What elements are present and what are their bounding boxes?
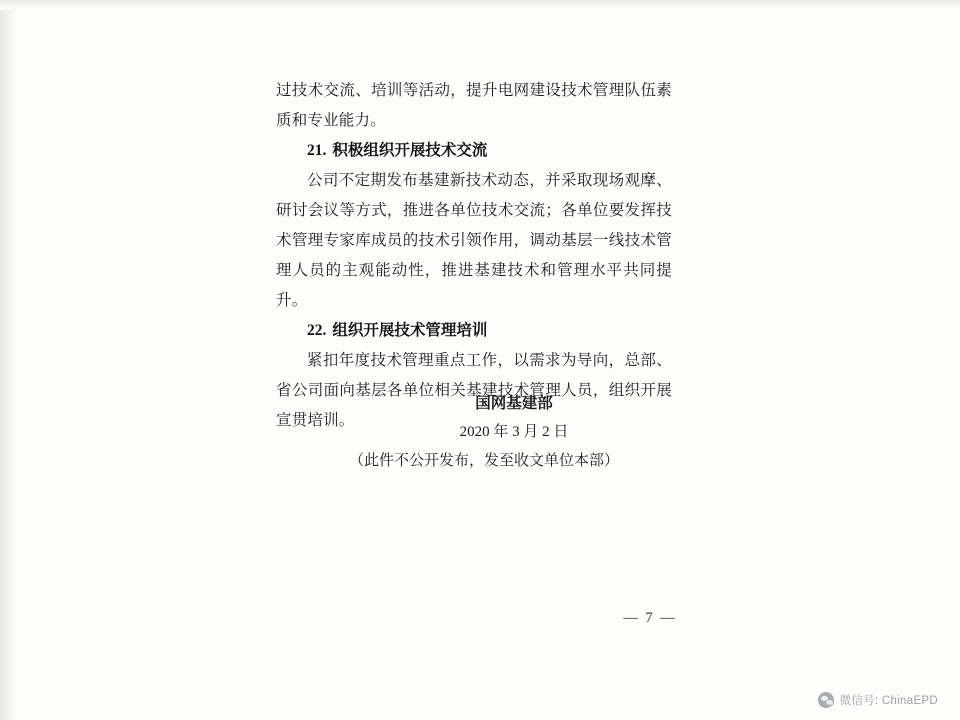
document-body	[276, 76, 672, 436]
issue-date: 2020 年 3 月 2 日	[459, 424, 569, 440]
paragraph-21-body: 公司不定期发布基建新技术动态，并采取现场观摩、研讨会议等方式，推进各单位技术交流；各单位要发挥技术管理专家库成员的技术引领作用，调动基层一线技术管理人员的主观能动性，推进基建技术和管理水平共同提升。	[276, 172, 672, 309]
distribution-note: （此件不公开发布，发至收文单位本部）	[348, 453, 619, 469]
paragraph-22-body: 紧扣年度技术管理重点工作，以需求为导向，总部、省公司面向基层各单位相关基建技术管理人员，组织开展宣贯培训。	[276, 352, 672, 429]
wechat-icon	[818, 692, 834, 708]
paragraph-continuation: 过技术交流、培训等活动，提升电网建设技术管理队伍素质和专业能力。	[276, 82, 672, 129]
scan-edge-top	[0, 0, 960, 10]
section-title-22: 组织开展技术管理培训	[332, 322, 488, 339]
page-number: — 7 —	[623, 610, 677, 626]
section-title-21: 积极组织开展技术交流	[332, 142, 488, 159]
watermark-text: 微信号: ChinaEPD	[839, 695, 938, 707]
issuing-department: 国网基建部	[475, 395, 553, 412]
signature-block	[276, 390, 672, 476]
section-heading-22	[276, 316, 672, 346]
section-heading-21	[276, 136, 672, 166]
section-number-22: 22.	[307, 322, 327, 339]
section-number-21: 21.	[307, 142, 327, 159]
watermark	[818, 692, 938, 708]
